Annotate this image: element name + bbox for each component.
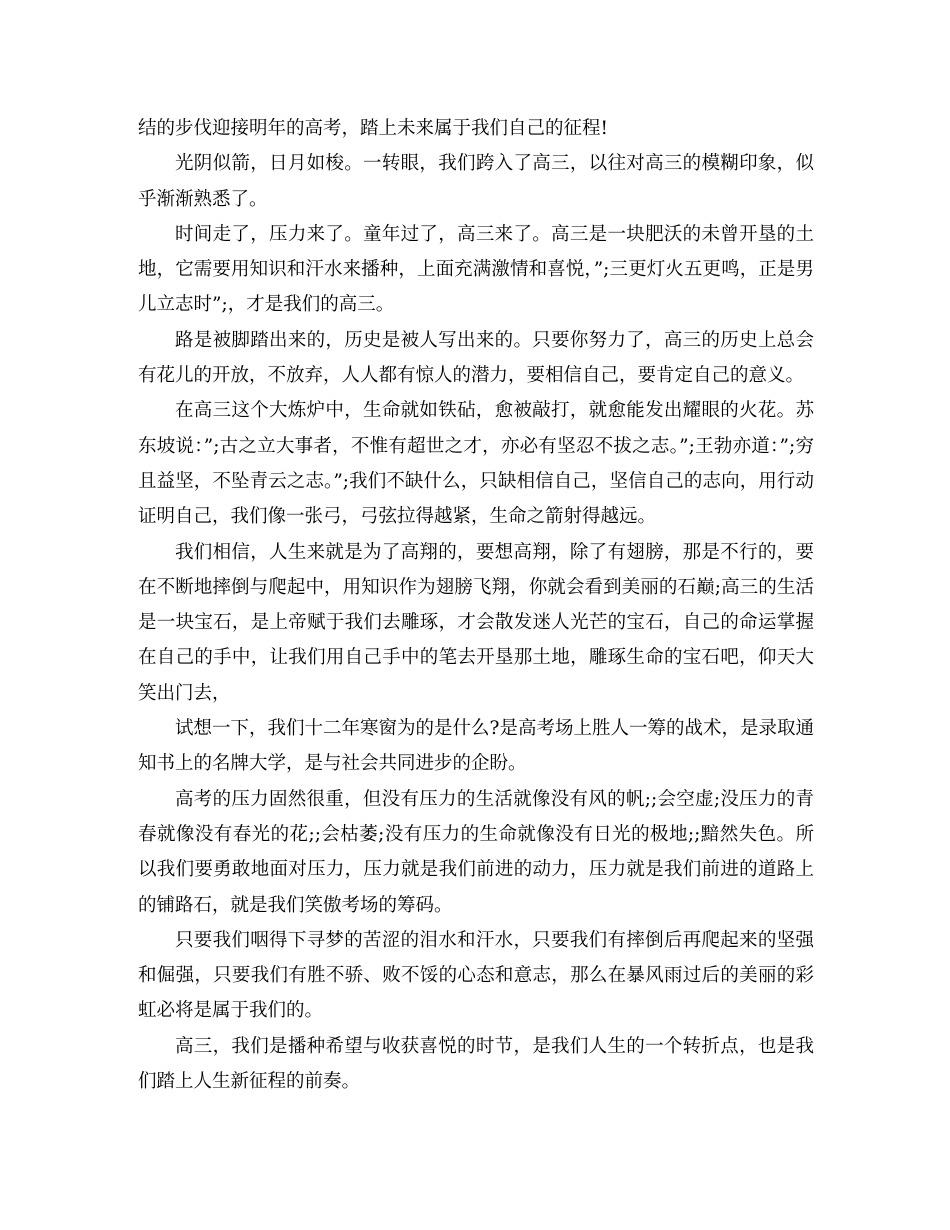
document-body	[138, 111, 814, 1099]
paragraph: 试想一下，我们十二年寒窗为的是什么?是高考场上胜人一筹的战术，是录取通知书上的名牌大学，是与社会共同进步的企盼。	[138, 718, 814, 775]
paragraph: 路是被脚踏出来的，历史是被人写出来的。只要你努力了，高三的历史上总会有花儿的开放，不放弃，人人都有惊人的潜力，要相信自己，要肯定自己的意义。	[138, 329, 814, 387]
paragraph: 时间走了，压力来了。童年过了，高三来了。高三是一块肥沃的未曾开垦的土地，它需要用知识和汗水来播种，上面充满激情和喜悦，”;三更灯火五更鸣，正是男儿立志时”;，才是我们的高三。	[138, 223, 814, 316]
paragraph: 高三，我们是播种希望与收获喜悦的时节，是我们人生的一个转折点，也是我们踏上人生新征程的前奏。	[138, 1035, 814, 1093]
paragraph: 光阴似箭，日月如梭。一转眼，我们跨入了高三，以往对高三的模糊印象，似乎渐渐熟悉了。	[138, 153, 814, 210]
paragraph: 高考的压力固然很重，但没有压力的生活就像没有风的帆;;会空虚;没压力的青春就像没有春光的花;;会枯萎;没有压力的生命就像没有日光的极地;;黯然失色。所以我们要勇敢地面对压力，压力就是我们前进的动力，压力就是我们前进的道路上的铺路石，就是我们笑傲考场的筹码。	[138, 788, 814, 916]
paragraph: 结的步伐迎接明年的高考，踏上未来属于我们自己的征程!	[138, 118, 608, 139]
paragraph: 只要我们咽得下寻梦的苦涩的泪水和汗水，只要我们有摔倒后再爬起来的坚强和倔强，只要我们有胜不骄、败不馁的心态和意志，那么在暴风雨过后的美丽的彩虹必将是属于我们的。	[138, 929, 814, 1022]
paragraph: 在高三这个大炼炉中，生命就如铁砧，愈被敲打，就愈能发出耀眼的火花。苏东坡说：”;古之立大事者，不惟有超世之才，亦必有坚忍不拔之志。”;王勃亦道：”;穷且益坚，不坠青云之志。”;我们不缺什么，只缺相信自己，坚信自己的志向，用行动证明自己，我们像一张弓，弓弦拉得越紧，生命之箭射得越远。	[138, 400, 814, 528]
paragraph: 我们相信，人生来就是为了高翔的，要想高翔，除了有翅膀，那是不行的，要在不断地摔倒与爬起中，用知识作为翅膀飞翔，你就会看到美丽的石巅;高三的生活是一块宝石，是上帝赋于我们去雕琢，才会散发迷人光芒的宝石，自己的命运掌握在自己的手中，让我们用自己手中的笔去开垦那土地，雕琢生命的宝石吧，仰天大笑出门去，	[138, 541, 814, 704]
